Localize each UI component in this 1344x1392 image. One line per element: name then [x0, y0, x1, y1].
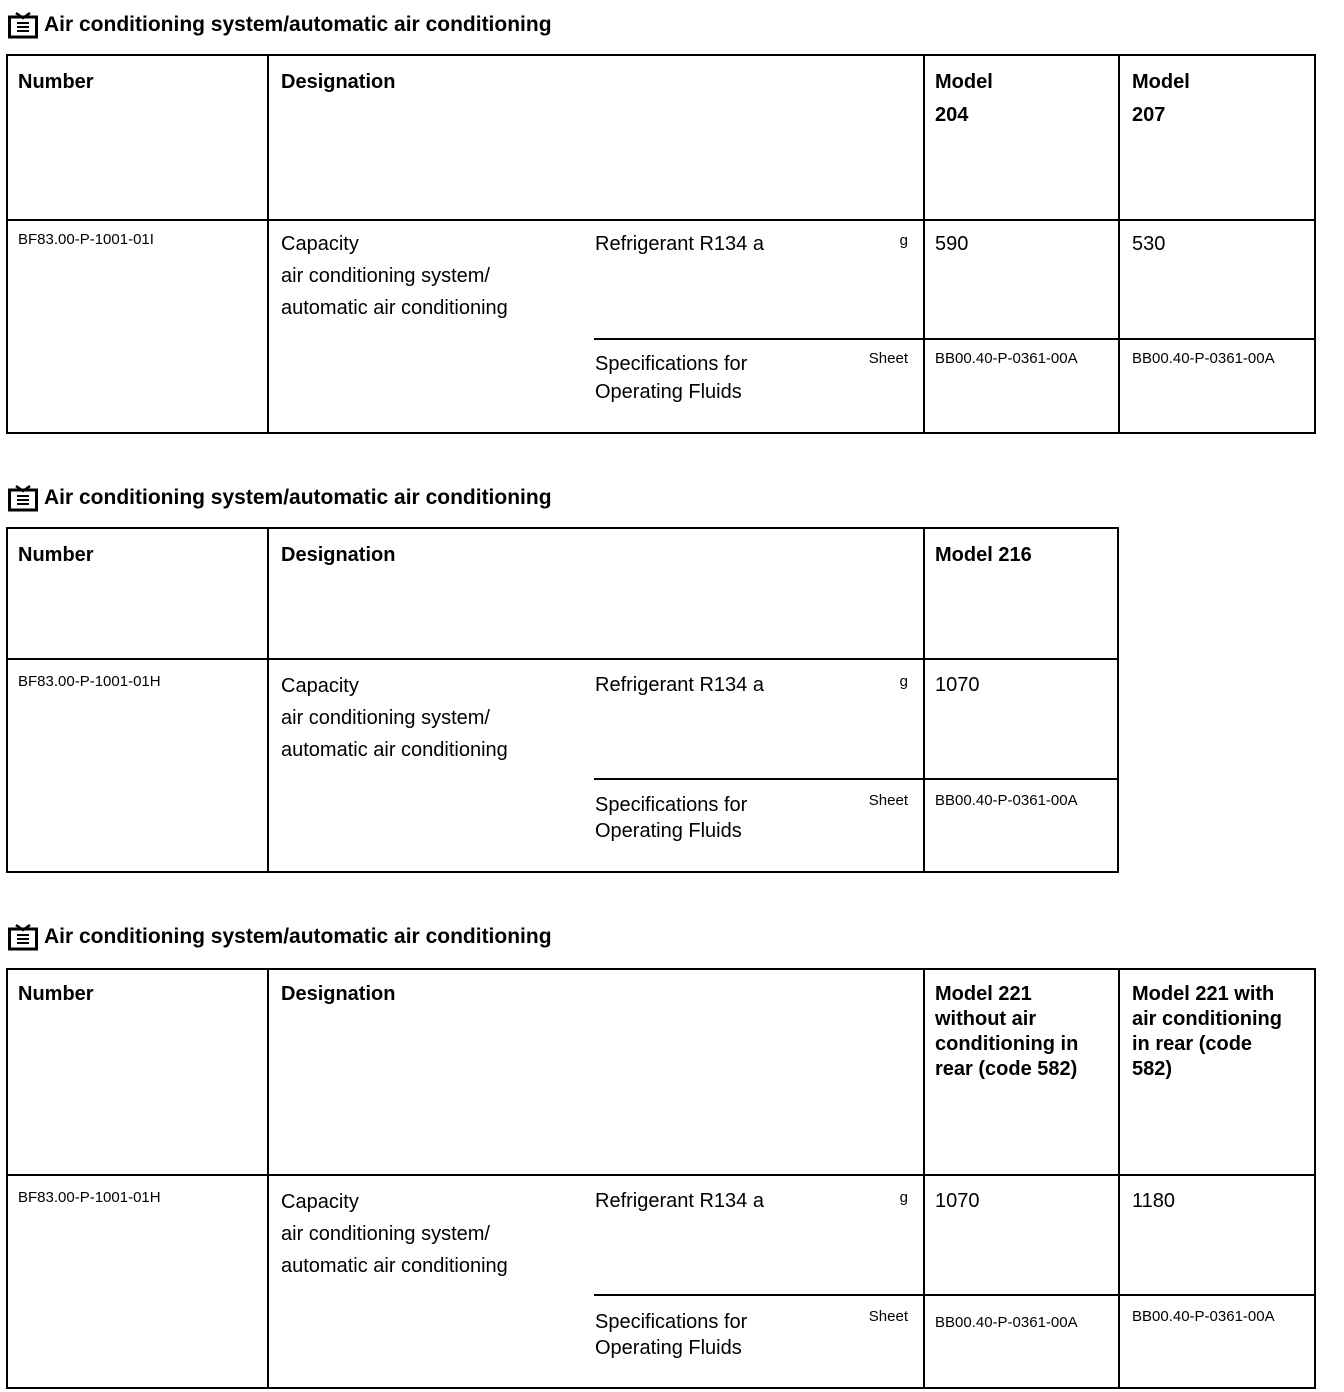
capacity-table — [6, 527, 1119, 873]
row-number: BF83.00-P-1001-01H — [18, 1189, 161, 1206]
section-title — [8, 10, 552, 40]
spec-reference: BB00.40-P-0361-00A — [1132, 1308, 1275, 1325]
header-number: Number — [18, 71, 94, 93]
spec-reference: BB00.40-P-0361-00A — [935, 1314, 1078, 1331]
spec-unit: Sheet — [868, 350, 908, 367]
section-title-text: Air conditioning system/automatic air conditioning — [44, 925, 552, 948]
spec-reference: BB00.40-P-0361-00A — [1132, 350, 1275, 367]
header-designation: Designation — [281, 983, 396, 1005]
refrigerant-value: 1070 — [935, 674, 980, 696]
refrigerant-unit: g — [899, 1189, 908, 1206]
header-model: Model 204 — [935, 71, 993, 126]
row-number: BF83.00-P-1001-01I — [18, 231, 154, 248]
spec-label: Specifications for Operating Fluids — [595, 353, 748, 403]
header-model: Model 216 — [935, 544, 1032, 566]
row-designation: Capacity air conditioning system/ automatic air conditioning — [281, 675, 508, 761]
refrigerant-label: Refrigerant R134 a — [595, 1190, 764, 1212]
refrigerant-label: Refrigerant R134 a — [595, 674, 764, 696]
spec-unit: Sheet — [868, 792, 908, 809]
header-designation: Designation — [281, 71, 396, 93]
row-designation: Capacity air conditioning system/ automatic air conditioning — [281, 1191, 508, 1277]
refrigerant-value: 1180 — [1132, 1190, 1176, 1212]
book-icon — [8, 11, 38, 39]
capacity-table — [6, 54, 1316, 434]
row-number: BF83.00-P-1001-01H — [18, 673, 161, 690]
book-icon — [8, 923, 38, 951]
section-title — [8, 483, 552, 513]
spec-label: Specifications for Operating Fluids — [595, 1311, 748, 1359]
header-designation: Designation — [281, 544, 396, 566]
section-title-text: Air conditioning system/automatic air conditioning — [44, 13, 552, 36]
refrigerant-value: 590 — [935, 233, 969, 255]
row-designation: Capacity air conditioning system/ automatic air conditioning — [281, 233, 508, 319]
header-model: Model 221 with air conditioning in rear (code 582) — [1132, 983, 1282, 1080]
capacity-table — [6, 968, 1316, 1389]
section-title — [8, 922, 552, 952]
header-number: Number — [18, 544, 94, 566]
spec-reference: BB00.40-P-0361-00A — [935, 792, 1078, 809]
spec-label: Specifications for Operating Fluids — [595, 794, 748, 842]
header-model: Model 207 — [1132, 71, 1190, 126]
refrigerant-unit: g — [899, 673, 908, 690]
refrigerant-value: 1070 — [935, 1190, 980, 1212]
book-icon — [8, 484, 38, 512]
spec-unit: Sheet — [868, 1308, 908, 1325]
header-number: Number — [18, 983, 94, 1005]
refrigerant-label: Refrigerant R134 a — [595, 233, 764, 255]
refrigerant-unit: g — [899, 232, 908, 249]
spec-reference: BB00.40-P-0361-00A — [935, 350, 1078, 367]
header-model: Model 221 without air conditioning in rear (code 582) — [935, 983, 1079, 1080]
refrigerant-value: 530 — [1132, 233, 1166, 255]
section-title-text: Air conditioning system/automatic air conditioning — [44, 486, 552, 509]
